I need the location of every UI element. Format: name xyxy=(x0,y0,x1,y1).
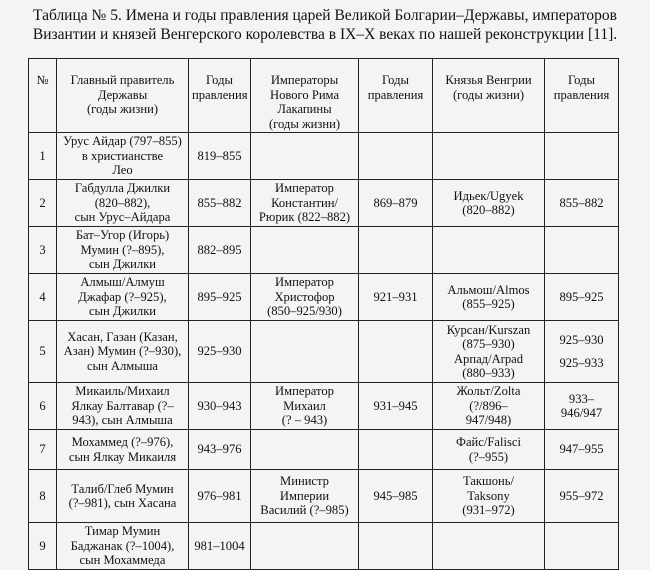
table-row xyxy=(29,180,619,227)
prince-years-cell xyxy=(545,523,619,570)
ruler-years-cell: 855–882 xyxy=(189,180,251,227)
emperor-years-cell: 931–945 xyxy=(359,383,433,430)
emperor-cell: Император Михаил (? – 943) xyxy=(251,383,359,430)
header-emperors: Императоры Нового Рима Лакапины (годы жизни) xyxy=(251,59,359,133)
header-row xyxy=(29,59,619,133)
table-row xyxy=(29,430,619,470)
prince-cell: Курсан/Kurszan (875–930) Арпад/Arpad (880–933) xyxy=(433,321,545,383)
emperor-cell xyxy=(251,227,359,274)
table-row xyxy=(29,470,619,523)
emperor-years-cell: 921–931 xyxy=(359,274,433,321)
ruler-cell: Габдулла Джилки (820–882), сын Урус–Айдара xyxy=(57,180,189,227)
row-num: 8 xyxy=(29,470,57,523)
prince-years-cell: 947–955 xyxy=(545,430,619,470)
emperor-years-cell: 869–879 xyxy=(359,180,433,227)
prince-years-cell: 955–972 xyxy=(545,470,619,523)
prince-years-cell xyxy=(545,133,619,180)
table-row xyxy=(29,274,619,321)
prince-cell xyxy=(433,227,545,274)
row-num: 2 xyxy=(29,180,57,227)
ruler-cell: Хасан, Газан (Казан, Азан) Мумин (?–930), сын Алмыша xyxy=(57,321,189,383)
emperor-years-cell: 945–985 xyxy=(359,470,433,523)
prince-cell: Альмош/Almos (855–925) xyxy=(433,274,545,321)
caption-line-1: Таблица № 5. Имена и годы правления царей Великой Болгарии–Державы, императоров xyxy=(32,7,617,24)
ruler-cell: Микаиль/Михаил Ялкау Балтавар (?– 943), сын Алмыша xyxy=(57,383,189,430)
prince-cell: Такшонь/ Taksony (931–972) xyxy=(433,470,545,523)
ruler-years-cell: 930–943 xyxy=(189,383,251,430)
table-caption xyxy=(0,6,650,44)
ruler-years-cell: 943–976 xyxy=(189,430,251,470)
prince-years-cell xyxy=(545,227,619,274)
ruler-cell: Бат–Угор (Игорь) Мумин (?–895), сын Джилки xyxy=(57,227,189,274)
emperor-years-cell xyxy=(359,133,433,180)
ruler-cell: Урус Айдар (797–855) в христианстве Лео xyxy=(57,133,189,180)
prince-cell: Файс/Falisci (?–955) xyxy=(433,430,545,470)
rulers-table xyxy=(28,58,619,570)
header-emperor-years: Годы правления xyxy=(359,59,433,133)
ruler-cell: Тимар Мумин Баджанак (?–1004), сын Мохаммеда xyxy=(57,523,189,570)
ruler-years-cell: 976–981 xyxy=(189,470,251,523)
emperor-years-cell xyxy=(359,321,433,383)
ruler-years-cell: 882–895 xyxy=(189,227,251,274)
ruler-years-cell: 819–855 xyxy=(189,133,251,180)
ruler-cell: Мохаммед (?–976), сын Ялкау Микаиля xyxy=(57,430,189,470)
header-ruler: Главный правитель Державы (годы жизни) xyxy=(57,59,189,133)
row-num: 7 xyxy=(29,430,57,470)
table-row xyxy=(29,321,619,383)
table-row xyxy=(29,133,619,180)
row-num: 3 xyxy=(29,227,57,274)
ruler-years-cell: 981–1004 xyxy=(189,523,251,570)
prince-years-cell: 895–925 xyxy=(545,274,619,321)
table-row xyxy=(29,523,619,570)
header-princes: Князья Венгрии (годы жизни) xyxy=(433,59,545,133)
ruler-years-cell: 925–930 xyxy=(189,321,251,383)
emperor-years-cell xyxy=(359,523,433,570)
header-num: № xyxy=(29,59,57,133)
prince-cell xyxy=(433,133,545,180)
header-prince-years: Годы правления xyxy=(545,59,619,133)
row-num: 6 xyxy=(29,383,57,430)
ruler-years-cell: 895–925 xyxy=(189,274,251,321)
prince-cell: Идьек/Ugyek (820–882) xyxy=(433,180,545,227)
ruler-cell: Талиб/Глеб Мумин (?–981), сын Хасана xyxy=(57,470,189,523)
emperor-cell xyxy=(251,430,359,470)
caption-line-2: Византии и князей Венгерского королевства в IX–X веках по нашей реконструкции [11]. xyxy=(32,26,618,43)
prince-cell: Жольт/Zolta (?/896– 947/948) xyxy=(433,383,545,430)
row-num: 1 xyxy=(29,133,57,180)
emperor-cell: Император Христофор (850–925/930) xyxy=(251,274,359,321)
row-num: 4 xyxy=(29,274,57,321)
emperor-years-cell xyxy=(359,430,433,470)
emperor-years-cell xyxy=(359,227,433,274)
emperor-cell xyxy=(251,523,359,570)
emperor-cell: Император Константин/ Рюрик (822–882) xyxy=(251,180,359,227)
header-ruler-years: Годы правления xyxy=(189,59,251,133)
emperor-cell xyxy=(251,133,359,180)
prince-years-cell: 925–930 925–933 xyxy=(545,321,619,383)
emperor-cell xyxy=(251,321,359,383)
table-row xyxy=(29,227,619,274)
row-num: 5 xyxy=(29,321,57,383)
row-num: 9 xyxy=(29,523,57,570)
table-row xyxy=(29,383,619,430)
prince-cell xyxy=(433,523,545,570)
prince-years-cell: 933– 946/947 xyxy=(545,383,619,430)
emperor-cell: Министр Империи Василий (?–985) xyxy=(251,470,359,523)
ruler-cell: Алмыш/Алмуш Джафар (?–925), сын Джилки xyxy=(57,274,189,321)
prince-years-cell: 855–882 xyxy=(545,180,619,227)
